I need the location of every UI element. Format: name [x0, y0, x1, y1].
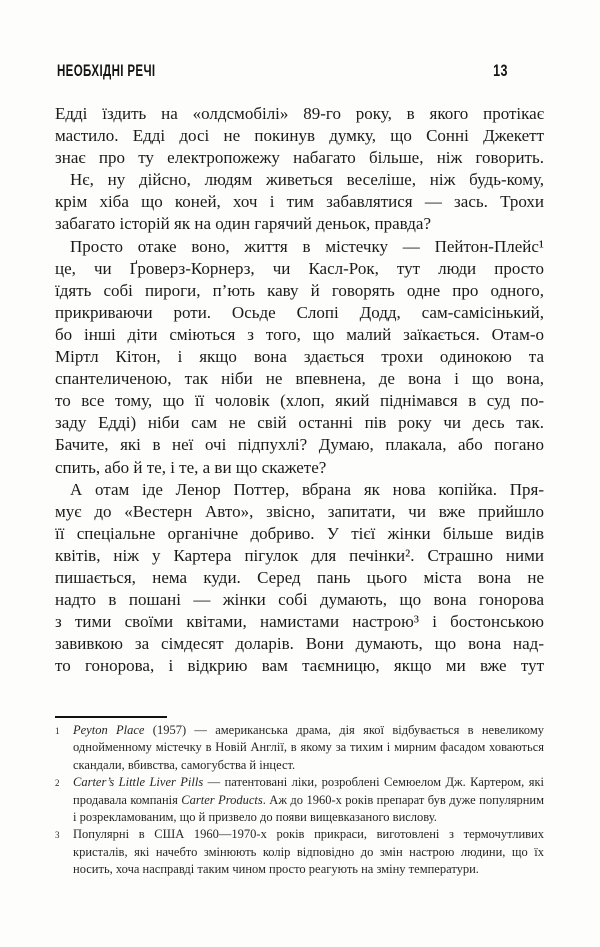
footnote-segment: — патентовані ліки, розроблені Семюелом Дж. Картером, які продавала компанія	[73, 775, 544, 807]
footnote-segment: . Аж до 1960-х років препарат був дуже популярним і розрекламованим, що й призвело до появи вищевказаного вислову.	[73, 792, 544, 825]
running-title: НЕОБХІДНІ РЕЧІ	[57, 62, 156, 81]
body-line: то все тому, що її чоловік (хлоп, який піднімався в суд по-	[55, 391, 544, 411]
body-line: спантеличеною, так ніби не впевнена, де вона і що вона,	[55, 369, 544, 389]
body-text	[55, 103, 544, 677]
body-line: Міртл Кітон, і якщо вона здається трохи одинокою та	[55, 347, 544, 367]
footnote-number: 1	[55, 726, 60, 736]
body-line: бо інші діти сміються з того, що малий заїкається. Отам-о	[55, 324, 544, 344]
footnote-number: 3	[55, 830, 60, 841]
footnote-segment: Carter Products	[181, 792, 263, 807]
paragraph	[55, 236, 544, 479]
footnote-text	[73, 722, 544, 774]
footnote-segment: (1957) — американська драма, дія якої відбувається в невеликому однойменному містечку в Новій Англії, в якому за тихим і мирним фасадом ховаються скандали, вбивства, самогубства й інцест.	[73, 723, 544, 772]
body-line: Нє, ну дійсно, людям живеться веселіше, ніж будь-кому,	[70, 170, 544, 190]
footnote-segment: Peyton Place	[73, 723, 145, 737]
paragraph	[55, 103, 544, 169]
body-line: Едді їздить на «олдсмобілі» 89-го року, в якого протікає	[55, 104, 544, 123]
body-line: її спеціальне органічне добриво. У тієї жінки більше видів	[55, 523, 544, 543]
body-line: квітів, ніж у Картера пігулок для печінки². Страшно ними	[55, 545, 544, 565]
body-line: то гонорова, і відкрию вам таємницю, якщо ми вже тут	[55, 656, 544, 676]
footnote	[55, 826, 544, 878]
body-line: знає про ту електропожежу набагато більше, ніж говорить.	[55, 148, 544, 168]
footnote-separator	[55, 716, 167, 718]
footnote-text	[73, 826, 544, 878]
paragraph	[55, 479, 544, 678]
body-line: крім хіба що коней, хоч і тим забавлятися — зась. Трохи	[55, 192, 544, 212]
body-line: пишається, нема куди. Серед пань цього міста вона не	[55, 567, 544, 587]
footnote	[55, 722, 544, 774]
footnote-number: 2	[55, 778, 60, 789]
body-line: спить, або й те, і те, а ви що скажете?	[55, 457, 327, 477]
body-line: Просто отаке воно, життя в містечку — Пейтон-Плейс¹	[70, 236, 544, 256]
footnotes	[55, 722, 544, 879]
body-line: мастило. Едді досі не покинув думку, що Сонні Джекетт	[55, 126, 544, 146]
body-line: завивкою за сімдесят доларів. Вони думають, що вона над-	[55, 634, 544, 654]
body-line: їдять собі пироги, п’ють каву й говорять одне про одного,	[55, 280, 544, 300]
body-line: А отам іде Ленор Поттер, вбрана як нова копійка. Пря-	[70, 479, 544, 499]
paragraph	[55, 169, 544, 235]
footnote	[55, 774, 544, 826]
body-line: Бачите, які в неї очі підпухлі? Думаю, плакала, або погано	[55, 435, 544, 455]
body-line: мує до «Вестерн Авто», звісно, запитати, чи вже прийшло	[55, 501, 544, 521]
footnote-text	[73, 774, 544, 826]
body-line: забагато історій як на один гарячий деньок, правда?	[55, 214, 431, 234]
body-line: це, чи Ґроверз-Корнерз, чи Касл-Рок, тут люди просто	[55, 258, 544, 278]
body-line: прикриваючи роти. Осьде Слопі Додд, сам-самісінький,	[55, 302, 544, 322]
page-number: 13	[493, 62, 508, 81]
footnote-segment: Популярні в США 1960—1970-х років прикраси, виготовлені з термочутливих кристалів, які начебто змінюють колір відповідно до змін настрою людини, що їх носить, хоча насправді таким чином просто реагують на зміну температури.	[73, 827, 544, 877]
body-line: заду Едді) ніби сам не свій останні пів року чи десь так.	[55, 413, 544, 433]
body-line: надто в пошані — жінки собі думають, що вона гонорова	[55, 590, 544, 610]
footnote-segment: Carter’s Little Liver Pills	[73, 775, 204, 790]
body-line: з тими своїми квітами, намистами настрою³ і бостонською	[55, 612, 544, 632]
